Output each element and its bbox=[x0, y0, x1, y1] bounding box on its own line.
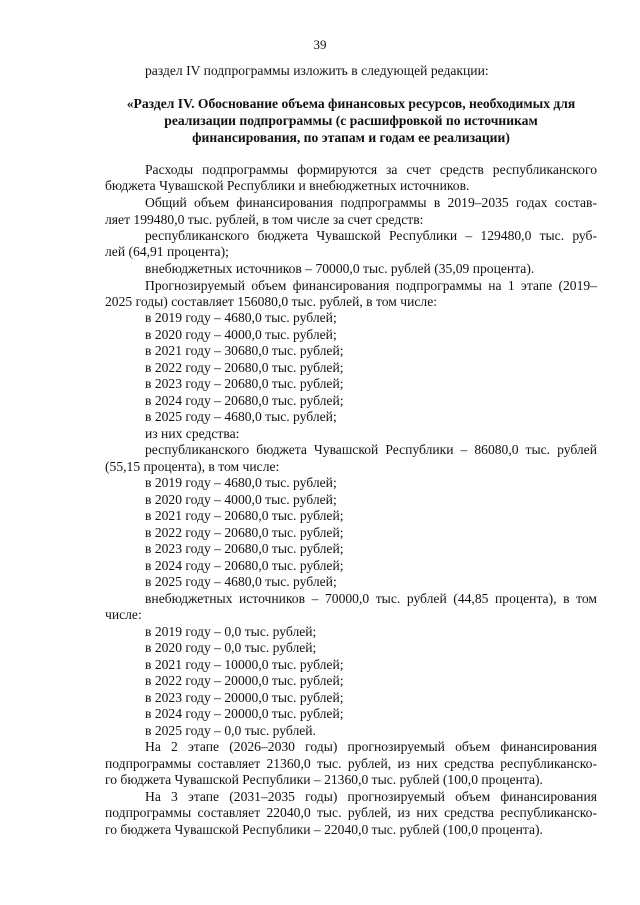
body-line: На 2 этапе (2026–2030 годы) прогнозируемый объем финансирования bbox=[145, 739, 597, 754]
body-line: лей (64,91 процента); bbox=[105, 244, 229, 259]
body-line: Расходы подпрограммы формируются за счет средств республиканского bbox=[145, 162, 597, 177]
page-number: 39 bbox=[313, 37, 327, 52]
body-line: из них средства: bbox=[145, 426, 240, 441]
year-line: в 2023 году – 20000,0 тыс. рублей; bbox=[145, 690, 344, 705]
year-line: в 2019 году – 4680,0 тыс. рублей; bbox=[145, 310, 337, 325]
year-line: в 2025 году – 4680,0 тыс. рублей; bbox=[145, 574, 337, 589]
intro-line: раздел IV подпрограммы изложить в следующей редакции: bbox=[145, 63, 489, 78]
body-line: Прогнозируемый объем финансирования подпрограммы на 1 этапе (2019– bbox=[145, 278, 597, 293]
year-line: в 2019 году – 0,0 тыс. рублей; bbox=[145, 624, 317, 639]
year-line: в 2024 году – 20000,0 тыс. рублей; bbox=[145, 706, 344, 721]
year-line: в 2025 году – 0,0 тыс. рублей. bbox=[145, 723, 316, 738]
section-heading-line-3: финансирования, по этапам и годам ее реализации) bbox=[192, 130, 510, 145]
year-line: в 2020 году – 4000,0 тыс. рублей; bbox=[145, 327, 337, 342]
year-line: в 2020 году – 0,0 тыс. рублей; bbox=[145, 640, 317, 655]
body-line: внебюджетных источников – 70000,0 тыс. рублей (44,85 процента), в том bbox=[145, 591, 597, 606]
body-line: го бюджета Чувашской Республики – 22040,0 тыс. рублей (100,0 процента). bbox=[105, 822, 543, 837]
year-line: в 2022 году – 20000,0 тыс. рублей; bbox=[145, 673, 344, 688]
body-line: Общий объем финансирования подпрограммы в 2019–2035 годах состав- bbox=[145, 195, 597, 210]
body-line: внебюджетных источников – 70000,0 тыс. рублей (35,09 процента). bbox=[145, 261, 535, 276]
year-line: в 2021 году – 20680,0 тыс. рублей; bbox=[145, 508, 344, 523]
body-line: ляет 199480,0 тыс. рублей, в том числе за счет средств: bbox=[105, 212, 424, 227]
year-line: в 2019 году – 4680,0 тыс. рублей; bbox=[145, 475, 337, 490]
year-line: в 2025 году – 4680,0 тыс. рублей; bbox=[145, 409, 337, 424]
year-line: в 2024 году – 20680,0 тыс. рублей; bbox=[145, 393, 344, 408]
body-line: подпрограммы составляет 22040,0 тыс. рублей, из них средства республиканско- bbox=[105, 805, 597, 820]
year-line: в 2021 году – 10000,0 тыс. рублей; bbox=[145, 657, 344, 672]
year-line: в 2023 году – 20680,0 тыс. рублей; bbox=[145, 376, 344, 391]
body-line: республиканского бюджета Чувашской Республики – 129480,0 тыс. руб- bbox=[145, 228, 597, 243]
body-line: (55,15 процента), в том числе: bbox=[105, 459, 280, 474]
year-line: в 2024 году – 20680,0 тыс. рублей; bbox=[145, 558, 344, 573]
body-line: подпрограммы составляет 21360,0 тыс. рублей, из них средства республиканско- bbox=[105, 756, 597, 771]
body-line: На 3 этапе (2031–2035 годы) прогнозируемый объем финансирования bbox=[145, 789, 597, 804]
year-line: в 2022 году – 20680,0 тыс. рублей; bbox=[145, 525, 344, 540]
year-line: в 2021 году – 30680,0 тыс. рублей; bbox=[145, 343, 344, 358]
body-line: бюджета Чувашской Республики и внебюджетных источников. bbox=[105, 178, 470, 193]
section-heading-line-2: реализации подпрограммы (с расшифровкой по источникам bbox=[164, 113, 538, 128]
body-line: го бюджета Чувашской Республики – 21360,0 тыс. рублей (100,0 процента). bbox=[105, 772, 543, 787]
body-line: числе: bbox=[105, 607, 142, 622]
year-line: в 2020 году – 4000,0 тыс. рублей; bbox=[145, 492, 337, 507]
body-line: республиканского бюджета Чувашской Республики – 86080,0 тыс. рублей bbox=[145, 442, 597, 457]
year-line: в 2023 году – 20680,0 тыс. рублей; bbox=[145, 541, 344, 556]
year-line: в 2022 году – 20680,0 тыс. рублей; bbox=[145, 360, 344, 375]
section-heading-line-1: «Раздел IV. Обоснование объема финансовых ресурсов, необходимых для bbox=[126, 96, 576, 111]
body-line: 2025 годы) составляет 156080,0 тыс. рублей, в том числе: bbox=[105, 294, 438, 309]
